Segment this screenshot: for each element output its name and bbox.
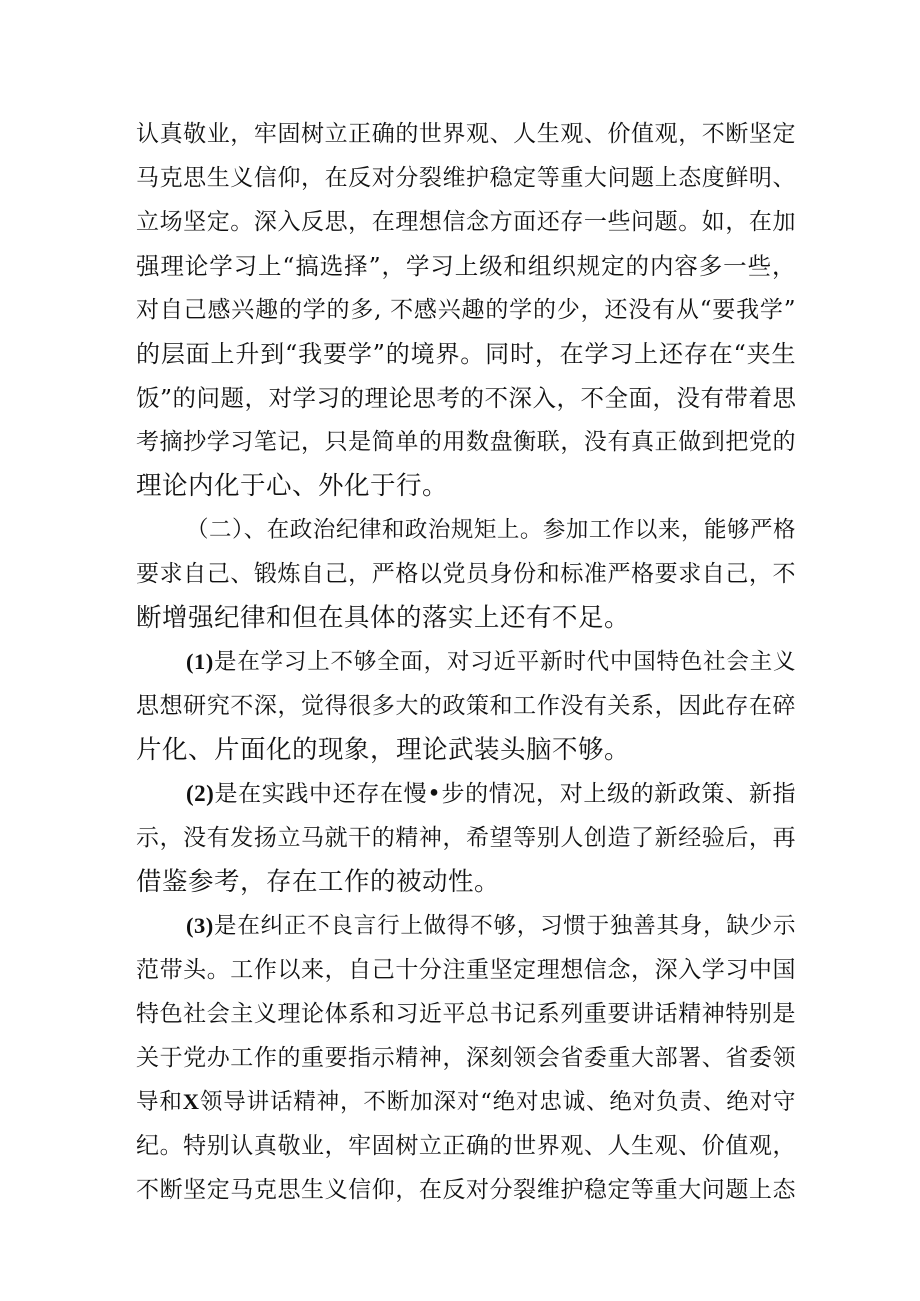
text-line: 要求自己、锻炼自己，严格以党员身份和标准严格要求自己，不	[136, 561, 796, 587]
text-line: 对自己感兴趣的学的多, 不感兴趣的学的少，还没有从“要我学”	[136, 297, 796, 323]
list-item-first-line	[186, 772, 796, 816]
text-line	[136, 1080, 796, 1124]
bold-letter: X	[182, 1089, 200, 1114]
text-line: 不断坚定马克思生义信仰，在反对分裂维护稳定等重大问题上态	[136, 1177, 796, 1203]
item-text: 是在学习上不够全面，对习近平新时代中国特色社会主义	[213, 649, 796, 675]
text-segment: 导和	[136, 1089, 183, 1115]
item-text: 是在实践中还存在慢•步的情况，对上级的新政策、新指	[214, 781, 796, 807]
text-line: 考摘抄学习笔记，只是简单的用数盘衡联，没有真正做到把党的	[136, 429, 796, 455]
text-line: 强理论学习上“搞选择”，学习上级和组织规定的内容多一些，	[136, 252, 796, 280]
text-line: 立场坚定。深入反思，在理想信念方面还存一些问题。如，在加	[136, 209, 796, 235]
list-item-first-line	[186, 640, 796, 684]
item-number: (2)	[186, 781, 215, 806]
text-line: 认真敬业，牢固树立正确的世界观、人生观、价值观，不断坚定	[136, 121, 796, 147]
text-line: 马克思生义信仰，在反对分裂维护稳定等重大问题上态度鲜明、	[136, 165, 796, 191]
text-line: 片化、片面化的现象，理论武装头脑不够。	[136, 735, 631, 765]
text-line: 理论内化于心、外化于行。	[136, 471, 449, 501]
section-heading-line: （二）、在政治纪律和政治规矩上。参加工作以来，能够严格	[186, 517, 796, 543]
text-line: 示，没有发扬立马就干的精神，希望等别人创造了新经验后，再	[136, 825, 796, 851]
text-line: 断增强纪律和但在具体的落实上还有不足。	[136, 603, 631, 633]
text-line: 纪。特别认真敬业，牢固树立正确的世界观、人生观、价值观，	[136, 1133, 796, 1159]
item-text: 是在纠正不良言行上做得不够，习惯于独善其身，缺少示	[213, 913, 796, 939]
text-line: 借鉴参考，存在工作的被动性。	[136, 867, 501, 897]
text-segment: 领导讲话精神，不断加深对“绝对忠诚、绝对负责、绝对守	[199, 1089, 796, 1115]
text-line: 饭”的问题，对学习的理论思考的不深入，不全面，没有带着思	[136, 384, 797, 412]
text-line: 的层面上升到“我要学”的境界。同时，在学习上还存在“夹生	[136, 340, 796, 368]
text-line: 思想研究不深，觉得很多大的政策和工作没有关系，因此存在碎	[136, 693, 796, 719]
list-item-first-line	[186, 904, 796, 948]
text-line: 关于党办工作的重要指示精神，深刻领会省委重大部署、省委领	[136, 1045, 796, 1071]
text-line: 范带头。工作以来，自己十分注重坚定理想信念，深入学习中国	[136, 957, 796, 983]
item-number: (3)	[186, 913, 214, 938]
item-number: (1)	[186, 649, 214, 674]
text-line: 特色社会主义理论体系和习近平总书记系列重要讲话精神特别是	[136, 1001, 796, 1027]
